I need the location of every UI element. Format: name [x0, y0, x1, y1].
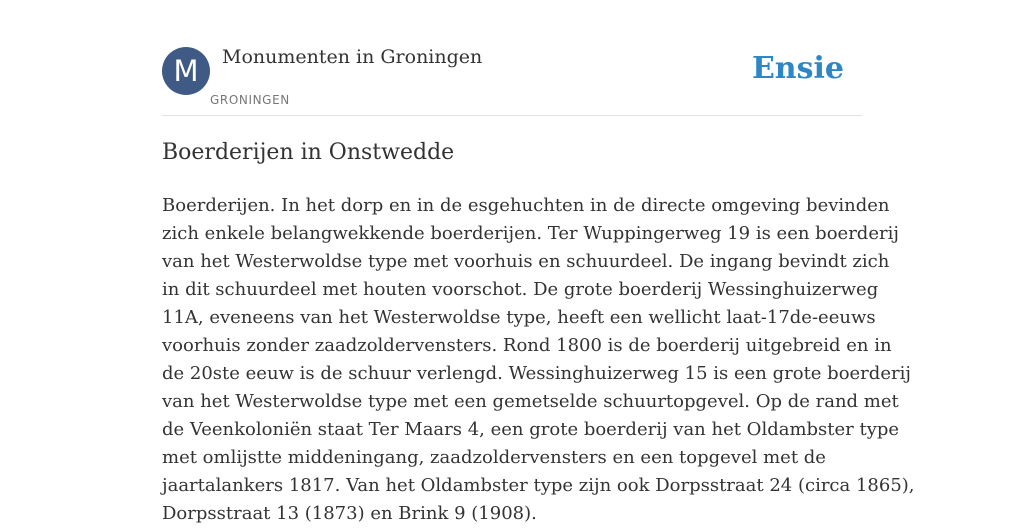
article-line: 11A, eveneens van het Westerwoldse type, heeft een wellicht laat-17de-eeuws [162, 307, 876, 328]
article-line: de 20ste eeuw is de schuur verlengd. Wessinghuizerweg 15 is een grote boerderij [162, 363, 911, 384]
article-line: van het Westerwoldse type met voorhuis en schuurdeel. De ingang bevindt zich [162, 251, 890, 272]
article-line: Boerderijen. In het dorp en in de esgehuchten in de directe omgeving bevinden [162, 195, 890, 216]
article-body [162, 192, 915, 528]
article-line: de Veenkoloniën staat Ter Maars 4, een grote boerderij van het Oldambster type [162, 419, 900, 440]
article-line: voorhuis zonder zaadzoldervensters. Rond 1800 is de boerderij uitgebreid en in [162, 335, 892, 356]
article-title: Boerderijen in Onstwedde [162, 140, 455, 165]
header [162, 40, 862, 116]
article-line: van het Westerwoldse type met een gemetselde schuurtopgevel. Op de rand met [162, 391, 899, 412]
brand-logo[interactable]: Ensie [751, 51, 844, 86]
article-line: zich enkele belangwekkende boerderijen. Ter Wuppingerweg 19 is een boerderij [162, 223, 899, 244]
category-label[interactable]: GRONINGEN [210, 93, 290, 107]
article-line: Dorpsstraat 13 (1873) en Brink 9 (1908). [162, 503, 537, 524]
publication-title[interactable]: Monumenten in Groningen [222, 46, 483, 68]
article-line: met omlijstte middeningang, zaadzoldervensters en een topgevel met de [162, 447, 826, 468]
avatar[interactable]: M [162, 47, 210, 95]
article-line: jaartalankers 1817. Van het Oldambster type zijn ook Dorpsstraat 24 (circa 1865), [162, 475, 915, 496]
article-line: in dit schuurdeel met houten voorschot. De grote boerderij Wessinghuizerweg [162, 279, 879, 300]
